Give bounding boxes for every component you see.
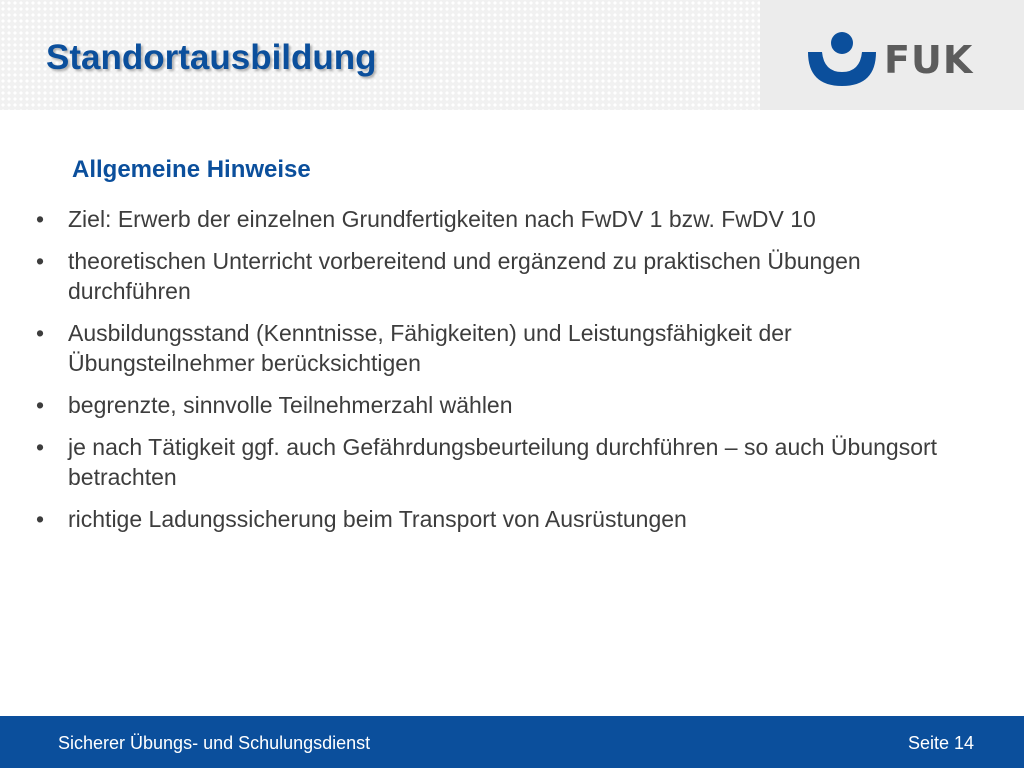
section-subtitle: Allgemeine Hinweise (72, 156, 311, 183)
slide-header (0, 0, 1024, 110)
footer-title: Sicherer Übungs- und Schulungsdienst (58, 733, 371, 753)
slide-title: Standortausbildung (46, 38, 377, 77)
page-number: Seite 14 (907, 733, 974, 753)
bullet-dot-icon: • (36, 434, 45, 460)
bullet-list (36, 204, 966, 546)
fuk-logo-emblem-icon (806, 30, 878, 90)
fuk-logo (806, 30, 976, 90)
slide-footer (0, 716, 1024, 768)
bullet-item (36, 318, 966, 378)
bullet-text: theoretischen Unterricht vorbereitend und ergänzend zu praktischen Übungen durchführen (68, 248, 861, 304)
slide-content (0, 110, 1024, 716)
bullet-text: richtige Ladungssicherung beim Transport von Ausrüstungen (68, 506, 687, 532)
bullet-text: Ziel: Erwerb der einzelnen Grundfertigkeiten nach FwDV 1 bzw. FwDV 10 (68, 206, 816, 232)
bullet-text: je nach Tätigkeit ggf. auch Gefährdungsbeurteilung durchführen – so auch Übungsort betrachten (68, 434, 938, 490)
bullet-text: begrenzte, sinnvolle Teilnehmerzahl wählen (68, 392, 513, 418)
bullet-dot-icon: • (36, 206, 45, 232)
bullet-dot-icon: • (36, 506, 45, 532)
bullet-item (36, 204, 966, 234)
logo-text: FUK (884, 38, 974, 82)
bullet-item (36, 390, 966, 420)
bullet-dot-icon: • (36, 248, 45, 274)
bullet-dot-icon: • (36, 392, 45, 418)
bullet-text: Ausbildungsstand (Kenntnisse, Fähigkeiten) und Leistungsfähigkeit der Übungsteilnehmer berücksichtigen (68, 320, 792, 376)
bullet-item (36, 432, 966, 492)
bullet-dot-icon: • (36, 320, 45, 346)
bullet-item (36, 504, 966, 534)
bullet-item (36, 246, 966, 306)
